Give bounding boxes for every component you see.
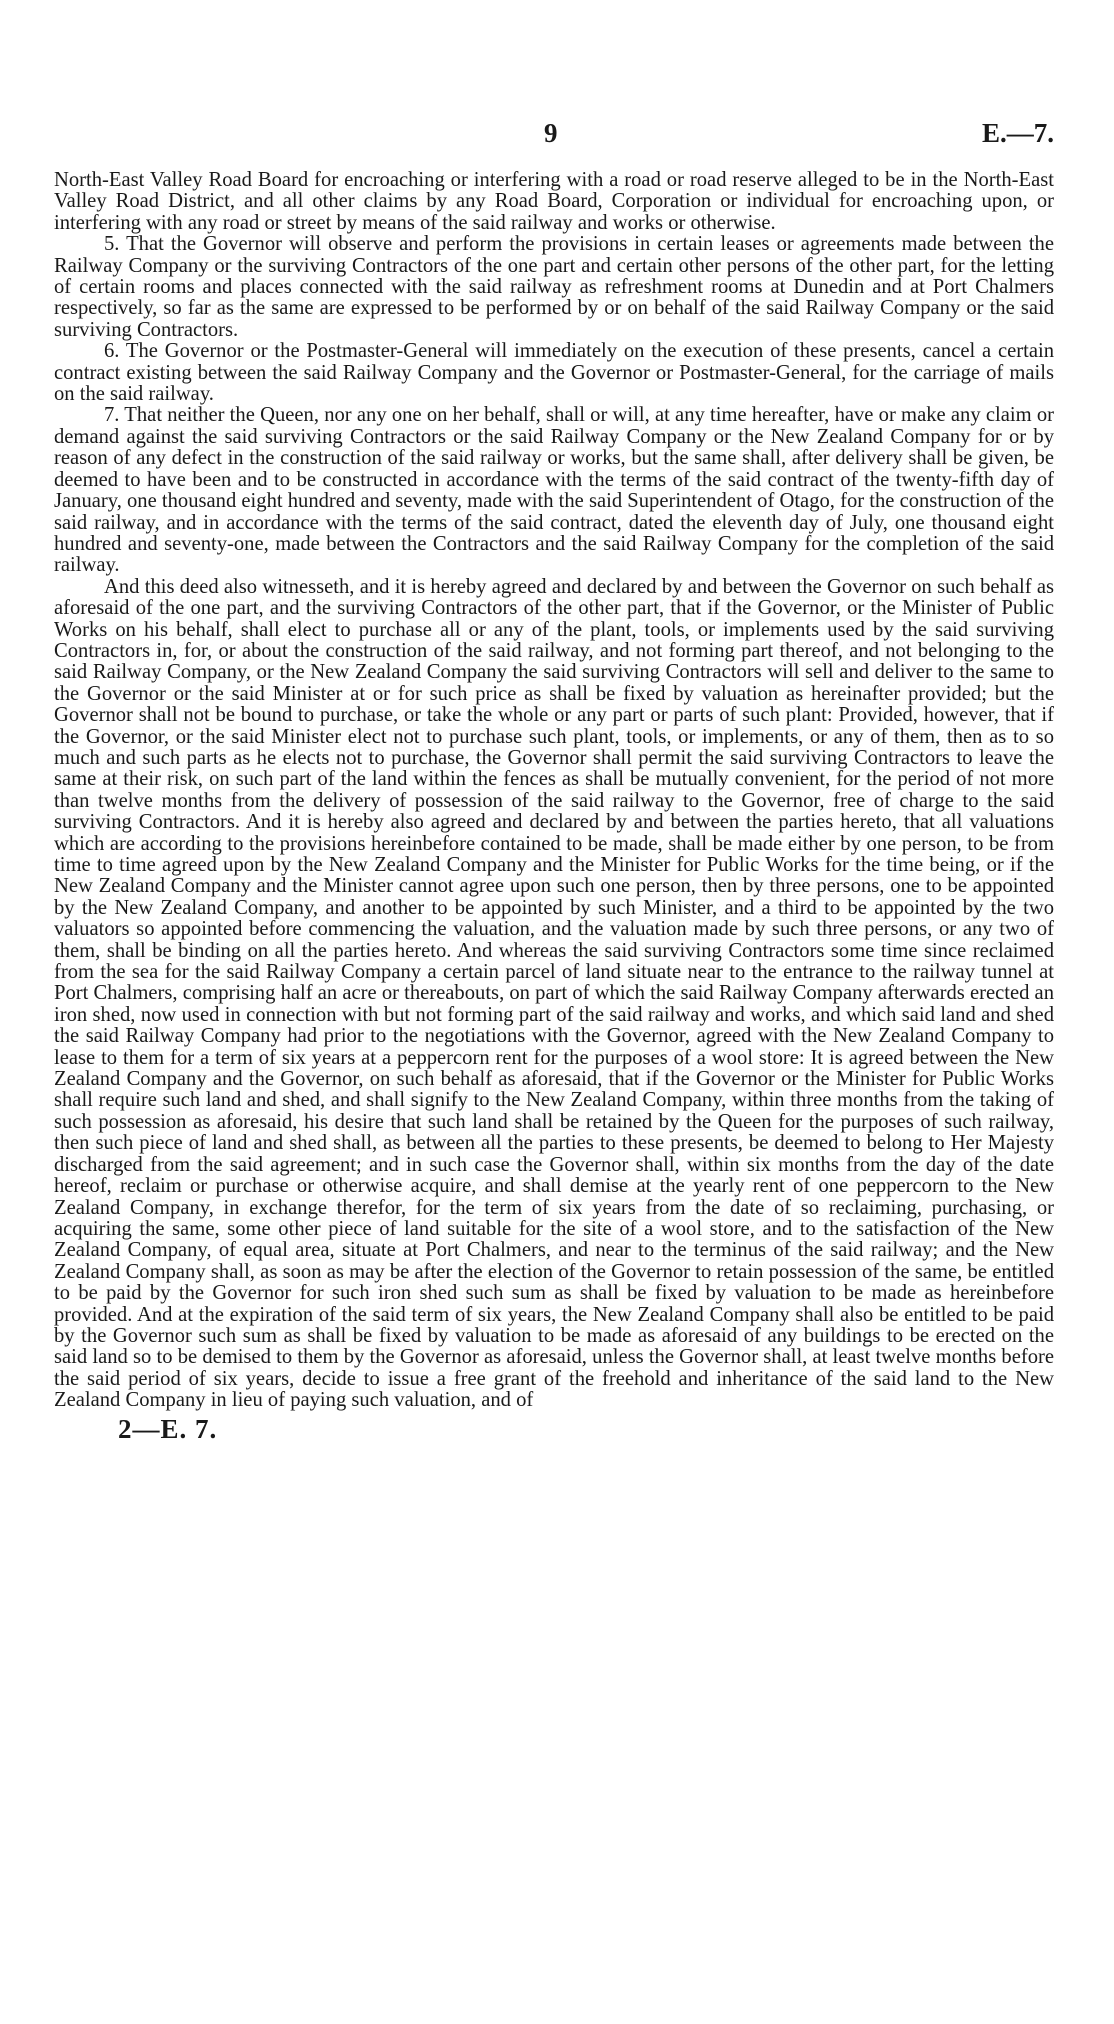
document-reference: E.—7. xyxy=(981,118,1054,148)
paragraph-witnesseth: And this deed also witnesseth, and it is hereby agreed and declared by and between the Governor on such behalf as aforesaid of the one part, and the surviving Contractors of the other part, that if the Governor, or the Minister of Public Works on his behalf, shall elect to purchase all or any of the plant, tools, or implements used by the said surviving Contractors in, for, or about the construction of the said railway, and not forming part thereof, and not belonging to the said Railway Company, or the New Zealand Company the said surviving Contractors will sell and deliver to the same to the Governor or the said Minister at or for such price as shall be fixed by valuation as hereinafter provided; but the Governor shall not be bound to purchase, or take the whole or any part or parts of such plant: Provided, however, that if the Governor, or the said Minister elect not to purchase such plant, tools, or implements, or any of them, then as to so much and such parts as he elects not to purchase, the Governor shall permit the said surviving Contractors to leave the same at their risk, on such part of the land within the fences as shall be mutually convenient, for the period of not more than twelve months from the delivery of possession of the said railway to the Governor, free of charge to the said surviving Contractors. And it is hereby also agreed and declared by and between the parties hereto, that all valuations which are according to the provisions hereinbefore contained to be made, shall be made either by one person, to be from time to time agreed upon by the New Zealand Company and the Minister for Public Works for the time being, or if the New Zealand Company and the Minister cannot agree upon such one person, then by three persons, one to be appointed by the New Zealand Company, and another to be appointed by such Minister, and a third to be appointed by the two valuators so appointed before commencing the valuation, and the valuation made by such three persons, or any two of them, shall be binding on all the parties hereto. And whereas the said surviving Contractors some time since reclaimed from the sea for the said Railway Company a certain parcel of land situate near to the entrance to the railway tunnel at Port Chalmers, comprising half an acre or thereabouts, on part of which the said Railway Company afterwards erected an iron shed, now used in connection with but not forming part of the said railway and works, and which said land and shed the said Railway Company had prior to the negotiations with the Governor, agreed with the New Zealand Company to lease to them for a term of six years at a peppercorn rent for the purposes of a wool store: It is agreed between the New Zealand Company and the Governor, on such behalf as aforesaid, that if the Governor or the Minister for Public Works shall require such land and shed, and shall signify to the New Zealand Company, within three months from the taking of such possession as aforesaid, his desire that such land shall be retained by the Queen for the purposes of such railway, then such piece of land and shed shall, as between all the parties to these presents, be deemed to belong to Her Majesty discharged from the said agreement; and in such case the Governor shall, within six months from the day of the date hereof, reclaim or purchase or otherwise acquire, and shall demise at the yearly rent of one peppercorn to the New Zealand Company, in exchange therefor, for the term of six years from the date of so reclaiming, purchasing, or acquiring the same, some other piece of land suitable for the site of a wool store, and to the satisfaction of the New Zealand Company, of equal area, situate at Port Chalmers, and near to the terminus of the said railway; and the New Zealand Company shall, as soon as may be after the election of the Governor to retain possession of the same, be entitled to be paid by the Governor for such iron shed such sum as shall be fixed by valuation to be made as hereinbefore provided. And at the expiration of the said term of six years, the New Zealand Company shall also be entitled to be paid by the Governor such sum as shall be fixed by valuation to be made as aforesaid of any buildings to be erected on the said land so to be demised to them by the Governor as aforesaid, unless the Governor shall, at least twelve months before the said period of six years, decide to issue a free grant of the freehold and inheritance of the said land to the New Zealand Company in lieu of paying such valuation, and of xyxy=(54,575,1054,1412)
page-header xyxy=(54,118,1054,158)
paragraph-clause-6: 6. The Governor or the Postmaster-General will immediately on the execution of these presents, cancel a certain contract existing between the said Railway Company and the Governor or Postmaster-General, for the carriage of mails on the said railway. xyxy=(54,340,1054,406)
paragraph-clause-5: 5. That the Governor will observe and perform the provisions in certain leases or agreements made between the Railway Company or the surviving Contractors of the one part and certain other persons of the other part, for the letting of certain rooms and places connected with the said railway as refreshment rooms at Dunedin and at Port Chalmers respectively, so far as the same are expressed to be performed by or on behalf of the said Railway Company or the said surviving Contractors. xyxy=(54,233,1054,341)
document-body xyxy=(54,170,1054,1412)
document-page xyxy=(54,118,1054,1445)
page-number: 9 xyxy=(544,118,558,148)
signature-mark: 2—E. 7. xyxy=(118,1413,218,1444)
paragraph-continuation: North-East Valley Road Board for encroaching or interfering with a road or road reserve alleged to be in the North-East Valley Road District, and all other claims by any Road Board, Corporation or individual for encroaching upon, or interfering with any road or street by means of the said railway and works or otherwise. xyxy=(54,169,1054,234)
paragraph-clause-7: 7. That neither the Queen, nor any one on her behalf, shall or will, at any time hereafter, have or make any claim or demand against the said surviving Contractors or the said Railway Company or the New Zealand Company for or by reason of any defect in the construction of the said railway or works, but the same shall, after delivery shall be given, be deemed to have been and to be constructed in accordance with the terms of the said contract of the twenty-fifth day of January, one thousand eight hundred and seventy, made with the said Superintendent of Otago, for the construction of the said railway, and in accordance with the terms of the said contract, dated the eleventh day of July, one thousand eight hundred and seventy-one, made between the Contractors and the said Railway Company for the completion of the said railway. xyxy=(54,404,1054,577)
